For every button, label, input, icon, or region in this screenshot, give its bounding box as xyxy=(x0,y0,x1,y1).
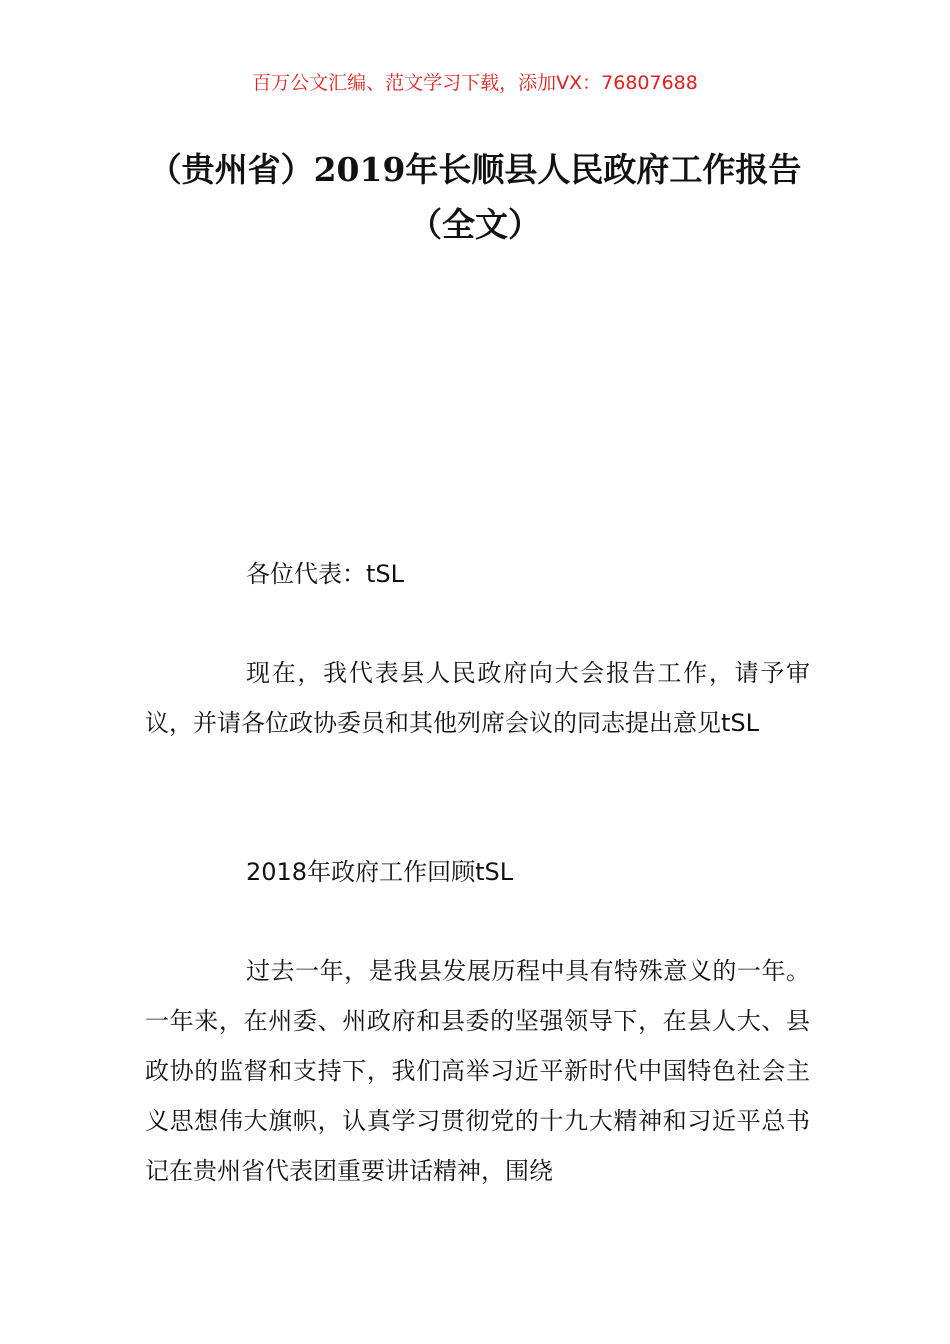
paragraph-text: 现在，我代表县人民政府向大会报告工作，请予审议，并请各位政协委员和其他列席会议的同志提出意见tSL xyxy=(145,659,810,737)
header-promo-note: 百万公文汇编、范文学习下载，添加VX：76807688 xyxy=(252,72,698,94)
document-title: （贵州省）2019年长顺县人民政府工作报告（全文） xyxy=(148,150,802,244)
paragraph-text: 2018年政府工作回顾tSL xyxy=(246,858,514,886)
section-heading-review xyxy=(145,847,810,897)
paragraph-text: 各位代表：tSL xyxy=(246,560,405,588)
paragraph-review-body xyxy=(145,946,810,1196)
paragraph-intro xyxy=(145,648,810,748)
paragraph-text: 过去一年，是我县发展历程中具有特殊意义的一年。一年来，在州委、州政府和县委的坚强领导下，在县人大、县政协的监督和支持下，我们高举习近平新时代中国特色社会主义思想伟大旗帜，认真学习贯彻党的十九大精神和习近平总书记在贵州省代表团重要讲话精神，围绕 xyxy=(145,957,810,1185)
paragraph-salutation xyxy=(145,549,810,599)
